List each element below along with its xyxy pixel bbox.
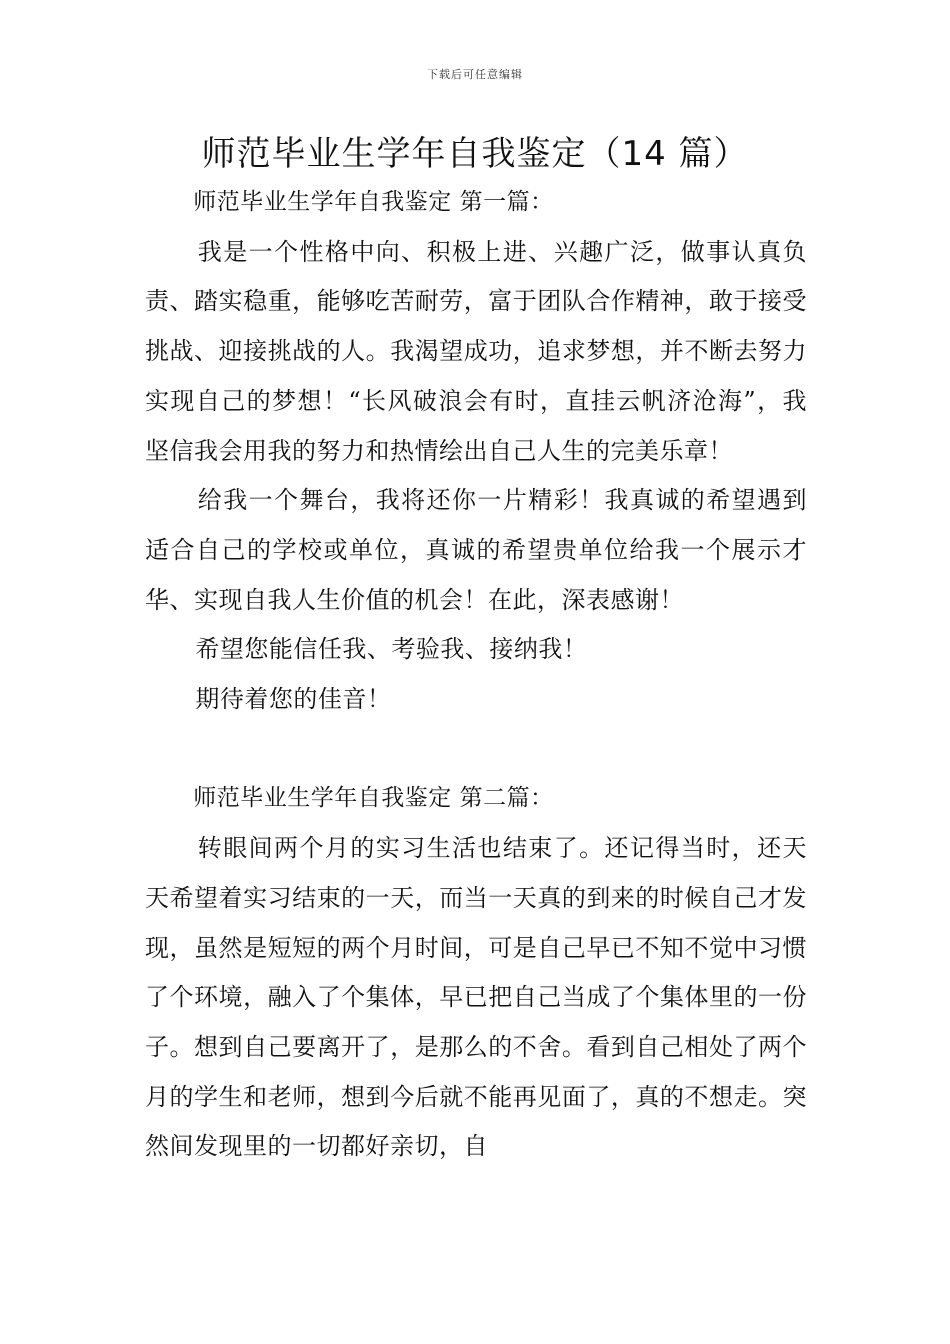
header-note: 下载后可任意编辑 [427,68,523,81]
section-heading-1: 师范毕业生学年自我鉴定 第一篇： [193,189,554,215]
document-body [145,178,807,1172]
paragraph: 转眼间两个月的实习生活也结束了。还记得当时，还天天希望着实习结束的一天，而当一天真的到来的时候自己才发现，虽然是短短的两个月时间，可是自己早已不知不觉中习惯了个环境，融入了个集体，早已把自己当成了个集体里的一份子。想到自己要离开了，是那么的不舍。看到自己相处了两个月的学生和老师，想到今后就不能再见面了，真的不想走。突然间发现里的一切都好亲切，自 [145,834,807,1161]
paragraph: 期待着您的佳音！ [195,685,392,714]
document-title: 师范毕业生学年自我鉴定（14 篇） [201,134,749,174]
paragraph: 希望您能信任我、考验我、接纳我！ [195,635,588,664]
paragraph: 我是一个性格中向、积极上进、兴趣广泛，做事认真负责、踏实稳重，能够吃苦耐劳，富于团队合作精神，敢于接受挑战、迎接挑战的人。我渴望成功，追求梦想，并不断去努力实现自己的梦想！“长风破浪会有时，直挂云帆济沧海”，我坚信我会用我的努力和热情绘出自己人生的完美乐章！ [145,237,807,465]
section-heading-2: 师范毕业生学年自我鉴定 第二篇： [193,785,554,812]
section-gap [145,725,807,775]
paragraph: 给我一个舞台，我将还你一片精彩！我真诚的希望遇到适合自己的学校或单位，真诚的希望贵单位给我一个展示才华、实现自我人生价值的机会！在此，深表感谢！ [145,486,807,614]
